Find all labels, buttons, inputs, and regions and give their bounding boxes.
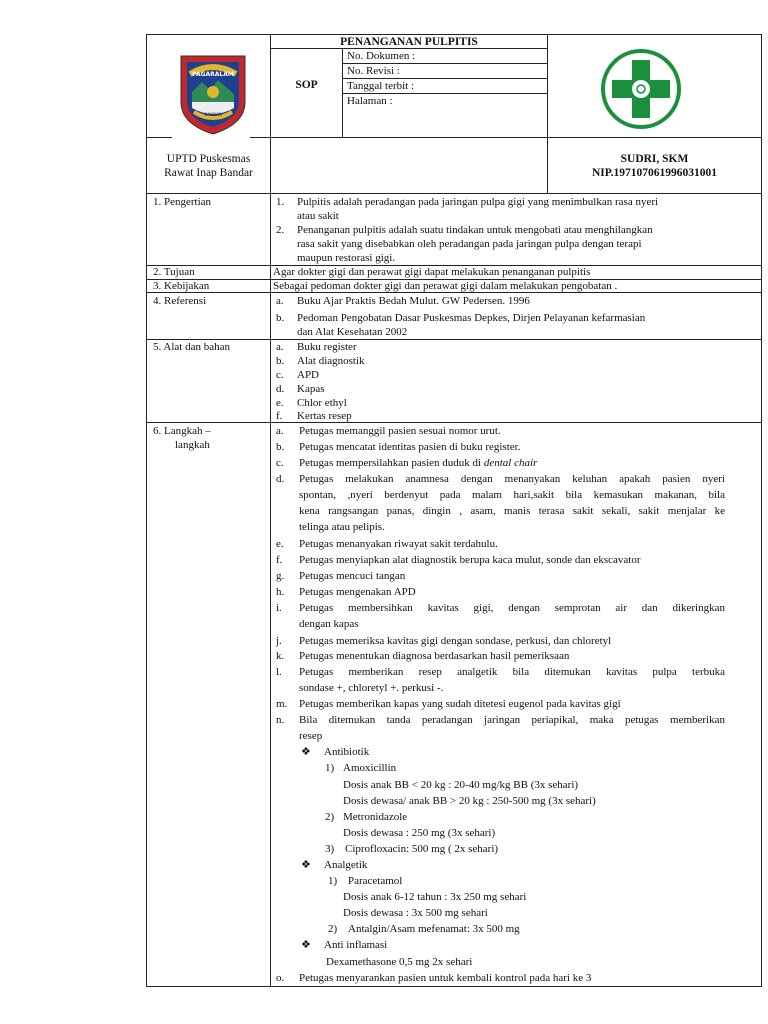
table-border-right bbox=[761, 34, 762, 987]
drug-name: Paracetamol bbox=[348, 875, 403, 887]
drug-number: 2) bbox=[325, 811, 335, 823]
step-number: h. bbox=[276, 586, 285, 598]
diamond-bullet-icon: ❖ bbox=[301, 859, 311, 871]
label-langkah-cont: langkah bbox=[175, 439, 210, 451]
step-number: c. bbox=[276, 457, 284, 469]
drug-dose: Dosis dewasa : 3x 500 mg sehari bbox=[343, 907, 488, 919]
step-text: Bila ditemukan tanda peradangan jaringan periapikal, maka petugas memberikan bbox=[299, 714, 725, 726]
logo-text-top: PAGARALAM bbox=[192, 71, 234, 78]
header-mid-line-b bbox=[250, 137, 761, 138]
step-text: Petugas memberikan resep analgetik bila ditemukan kavitas pulpa terbuka bbox=[299, 666, 725, 678]
step-number: l. bbox=[276, 666, 282, 678]
step-text: Petugas mencuci tangan bbox=[299, 570, 406, 582]
field-tanggal-terbit: Tanggal terbit : bbox=[347, 80, 415, 92]
list-item-number: a. bbox=[276, 341, 284, 353]
logo-text-bottom: BANDAR bbox=[204, 112, 222, 117]
step-number: m. bbox=[276, 698, 288, 710]
regional-shield-logo bbox=[178, 52, 248, 136]
drug-name: Amoxicillin bbox=[343, 762, 397, 774]
label-langkah: 6. Langkah – bbox=[153, 425, 211, 437]
list-item-number: c. bbox=[276, 369, 284, 381]
list-item-number: b. bbox=[276, 312, 285, 324]
step-text: Petugas memeriksa kavitas gigi dengan sondase, perkusi, dan chloretyl bbox=[299, 635, 612, 647]
label-alat-bahan: 5. Alat dan bahan bbox=[153, 341, 230, 353]
label-referensi: 4. Referensi bbox=[153, 295, 207, 307]
list-item-number: d. bbox=[276, 383, 285, 395]
step-text: Petugas menyarankan pasien untuk kembali kontrol pada hari ke 3 bbox=[299, 972, 592, 984]
header-bottom-line bbox=[146, 193, 762, 194]
list-item-number: b. bbox=[276, 355, 285, 367]
tool-item: Kapas bbox=[297, 383, 325, 395]
definition-text: rasa sakit yang disebabkan oleh peradangan pada jaringan pulpa dengan terapi bbox=[297, 238, 642, 250]
step-text: sondase +, chloretyl +. perkusi -. bbox=[299, 682, 444, 694]
drug-group-label: Antibiotik bbox=[324, 746, 370, 758]
diamond-bullet-icon: ❖ bbox=[301, 746, 311, 758]
definition-text: atau sakit bbox=[297, 210, 339, 222]
step-text: Petugas memberikan kapas yang sudah ditetesi eugenol pada kavitas gigi bbox=[299, 698, 621, 710]
step-text: Petugas melakukan anamnesa dengan menanyakan keluhan apakah pasien nyeri bbox=[299, 473, 725, 485]
step-number: i. bbox=[276, 602, 282, 614]
drug-dose: Dosis dewasa/ anak BB > 20 kg : 250-500 mg (3x sehari) bbox=[343, 795, 596, 807]
tool-item: APD bbox=[297, 369, 320, 381]
drug-dose: Dosis anak 6-12 tahun : 3x 250 mg sehari bbox=[343, 891, 527, 903]
drug-name: Antalgin/Asam mefenamat: 3x 500 mg bbox=[348, 923, 520, 935]
drug-dose: Dosis dewasa : 250 mg (3x sehari) bbox=[343, 827, 496, 839]
kebijakan-text: Sebagai pedoman dokter gigi dan perawat gigi dalam melakukan pengobatan . bbox=[273, 280, 618, 292]
step-text: Petugas menanyakan riwayat sakit terdahulu. bbox=[299, 538, 498, 550]
drug-name: Metronidazole bbox=[343, 811, 408, 823]
step-number: b. bbox=[276, 441, 285, 453]
step-number: k. bbox=[276, 650, 285, 662]
field-no-revisi: No. Revisi : bbox=[347, 65, 400, 77]
step-text: Petugas mengenakan APD bbox=[299, 586, 416, 598]
header-mid-line-a bbox=[146, 137, 172, 138]
tool-item: Chlor ethyl bbox=[297, 397, 347, 409]
step-number: n. bbox=[276, 714, 285, 726]
step-text: telinga atau pelipis. bbox=[299, 521, 385, 533]
drug-number: 3) bbox=[325, 843, 335, 855]
step-text-italic: dental chair bbox=[483, 457, 538, 469]
reference-text: Buku Ajar Praktis Bedah Mulut. GW Pedersen. 1996 bbox=[297, 295, 530, 307]
content-divider bbox=[270, 193, 271, 987]
step-text: Petugas mencatat identitas pasien di buku register. bbox=[299, 441, 521, 453]
definition-text: Pulpitis adalah peradangan pada jaringan pulpa gigi yang menimbulkan rasa nyeri bbox=[297, 196, 659, 208]
list-item-number: a. bbox=[276, 295, 284, 307]
step-text: kena rangsangan panas, dingin , asam, manis terasa sakit sekali, sakit menjalar ke bbox=[299, 505, 725, 517]
tool-item: Buku register bbox=[297, 341, 357, 353]
drug-dose: Dosis anak BB < 20 kg : 20-40 mg/kg BB (3x sehari) bbox=[343, 779, 579, 791]
row-sep-4 bbox=[146, 339, 762, 340]
org-name-line-1: UPTD Puskesmas bbox=[166, 153, 251, 165]
drug-dose: Dexamethasone 0,5 mg 2x sehari bbox=[326, 956, 473, 968]
drug-number: 1) bbox=[328, 875, 338, 887]
step-text bbox=[299, 456, 537, 470]
step-text-main: Petugas mempersilahkan pasien duduk di bbox=[299, 457, 482, 469]
list-item-number: 1. bbox=[276, 196, 285, 208]
document-title: PENANGANAN PULPITIS bbox=[340, 36, 478, 48]
field-no-dokumen: No. Dokumen : bbox=[347, 50, 416, 62]
step-number: j. bbox=[276, 635, 282, 647]
tool-item: Kertas resep bbox=[297, 410, 352, 422]
tujuan-text: Agar dokter gigi dan perawat gigi dapat melakukan penanganan pulpitis bbox=[273, 266, 591, 278]
step-number: g. bbox=[276, 570, 285, 582]
field-halaman: Halaman : bbox=[347, 95, 393, 107]
list-item-number: f. bbox=[276, 410, 283, 422]
org-name-line-2: Rawat Inap Bandar bbox=[164, 167, 253, 179]
list-item-number: 2. bbox=[276, 224, 285, 236]
step-number: e. bbox=[276, 538, 284, 550]
step-text: resep bbox=[299, 730, 323, 742]
drug-name: Ciprofloxacin: 500 mg ( 2x sehari) bbox=[345, 843, 499, 855]
step-number: a. bbox=[276, 425, 284, 437]
list-item-number: e. bbox=[276, 397, 284, 409]
drug-group-label: Anti inflamasi bbox=[324, 939, 388, 951]
step-text: Petugas menentukan diagnosa berdasarkan hasil pemeriksaan bbox=[299, 650, 570, 662]
step-number: f. bbox=[276, 554, 283, 566]
signer-name: SUDRI, SKM bbox=[620, 153, 689, 165]
step-number: d. bbox=[276, 473, 285, 485]
step-text: Petugas memanggil pasien sesuai nomor urut. bbox=[299, 425, 501, 437]
header-divider-1 bbox=[270, 34, 271, 194]
drug-number: 1) bbox=[325, 762, 335, 774]
table-border-bottom bbox=[146, 986, 762, 987]
reference-text: dan Alat Kesehatan 2002 bbox=[297, 326, 408, 338]
tool-item: Alat diagnostik bbox=[297, 355, 365, 367]
signer-nip: NIP.197107061996031001 bbox=[591, 167, 718, 179]
step-text: Petugas menyiapkan alat diagnostik berupa kaca mulut, sonde dan ekscavator bbox=[299, 554, 641, 566]
sop-label: SOP bbox=[295, 79, 318, 91]
definition-text: maupun restorasi gigi. bbox=[297, 252, 396, 264]
drug-group-label: Analgetik bbox=[324, 859, 368, 871]
definition-text: Penanganan pulpitis adalah suatu tindakan untuk mengobati atau menghilangkan bbox=[297, 224, 653, 236]
step-number: o. bbox=[276, 972, 285, 984]
diamond-bullet-icon: ❖ bbox=[301, 939, 311, 951]
label-pengertian: 1. Pengertian bbox=[153, 196, 212, 208]
puskesmas-cross-logo bbox=[599, 47, 683, 131]
drug-number: 2) bbox=[328, 923, 338, 935]
row-sep-5 bbox=[146, 422, 762, 423]
step-text: Petugas membersihkan kavitas gigi, dengan semprotan air dan dikeringkan bbox=[299, 602, 725, 614]
step-text: dengan kapas bbox=[299, 618, 359, 630]
reference-text: Pedoman Pengobatan Dasar Puskesmas Depkes, Dirjen Pelayanan kefarmasian bbox=[297, 312, 646, 324]
label-tujuan: 2. Tujuan bbox=[153, 266, 195, 278]
step-text: spontan, ,nyeri berdenyut pada malam hari,sakit bila kemasukan makanan, bila bbox=[299, 489, 725, 501]
label-kebijakan: 3. Kebijakan bbox=[153, 280, 210, 292]
